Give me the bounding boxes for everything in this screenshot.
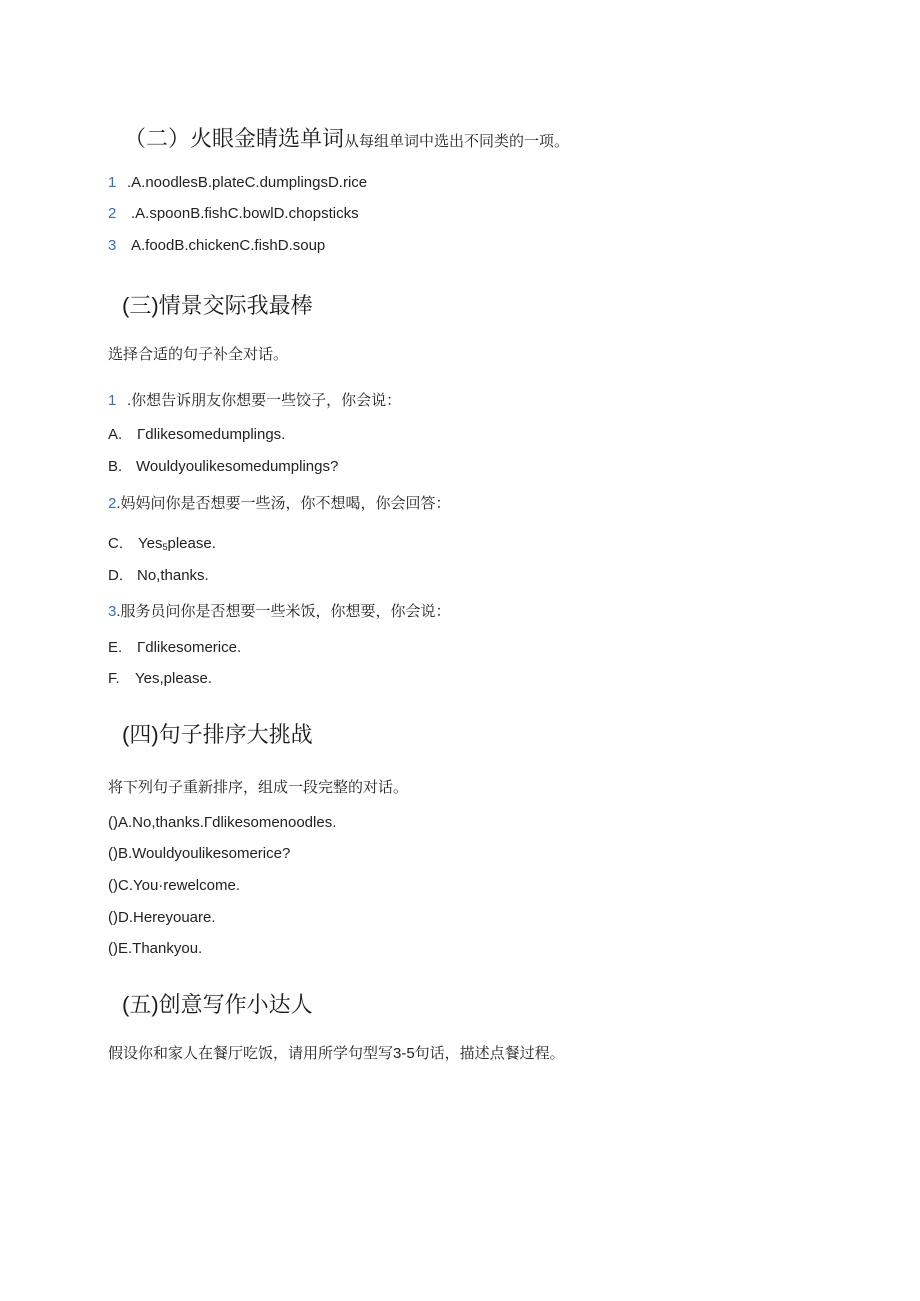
option-c [108, 533, 216, 558]
item-text: A.foodB.chickenC.fishD.soup [131, 237, 326, 254]
sentence-item-e: ()E.Thankyou. [108, 940, 203, 957]
option-letter: A. [108, 426, 123, 443]
question-number: 1 [108, 392, 117, 409]
option-text-pre: Yes [138, 535, 163, 552]
item-number: 2 [108, 205, 117, 222]
section-2-heading [124, 124, 569, 154]
item-number: 1 [108, 174, 117, 191]
sentence-item-c: ()C.You·rewelcome. [108, 877, 240, 894]
option-b [108, 456, 338, 478]
question-2 [108, 493, 451, 515]
option-text: Γdlikesomedumplings. [137, 426, 286, 443]
option-text: Γdlikesomerice. [137, 639, 242, 656]
option-f [108, 668, 212, 690]
sentence-item-a: ()A.No,thanks.Γdlikesomenoodles. [108, 814, 337, 831]
section-3-title: (三)情景交际我最棒 [122, 293, 313, 318]
section-5-instruction: 假设你和家人在餐厅吃饭，请用所学句型写3-5句话，描述点餐过程。 [108, 1045, 565, 1062]
option-text-sub: 5 [162, 542, 168, 552]
section-2-instruction: 从每组单词中选出不同类的一项。 [344, 133, 570, 150]
question-3 [108, 601, 451, 623]
section-4-title: (四)句子排序大挑战 [122, 722, 313, 747]
section-4-instruction: 将下列句子重新排序，组成一段完整的对话。 [108, 779, 409, 796]
section-5-title: (五)创意写作小达人 [122, 992, 313, 1017]
question-text: .妈妈问你是否想要一些汤，你不想喝，你会回答： [116, 495, 451, 512]
option-e [108, 637, 241, 659]
item-text: .A.spoonB.fishC.bowlD.chopsticks [131, 205, 359, 222]
item-number: 3 [108, 237, 117, 254]
option-d [108, 565, 209, 587]
question-number: 2 [108, 495, 117, 512]
section-2-item-2 [108, 203, 359, 225]
option-letter: E. [108, 639, 123, 656]
option-letter: C. [108, 535, 123, 552]
option-letter: D. [108, 567, 123, 584]
sentence-item-d: ()D.Hereyouare. [108, 909, 216, 926]
option-letter: F. [108, 670, 120, 687]
item-text: .A.noodlesB.plateC.dumplingsD.rice [127, 174, 368, 191]
option-a [108, 424, 285, 446]
sentence-item-b: ()B.Wouldyoulikesomerice? [108, 845, 291, 862]
question-1 [108, 390, 401, 412]
question-text: .你想告诉朋友你想要一些饺子，你会说： [127, 392, 402, 409]
section-2-item-1 [108, 172, 367, 194]
section-2-title: （二）火眼金睛选单词 [124, 126, 345, 151]
option-text: No,thanks. [137, 567, 209, 584]
option-text: Wouldyoulikesomedumplings? [136, 458, 339, 475]
question-text: .服务员问你是否想要一些米饭，你想要，你会说： [116, 603, 451, 620]
option-text: Yes,please. [135, 670, 213, 687]
section-2-item-3 [108, 235, 325, 257]
question-number: 3 [108, 603, 117, 620]
option-text-post: please. [167, 535, 216, 552]
option-letter: B. [108, 458, 123, 475]
section-3-instruction: 选择合适的句子补全对话。 [108, 346, 289, 363]
